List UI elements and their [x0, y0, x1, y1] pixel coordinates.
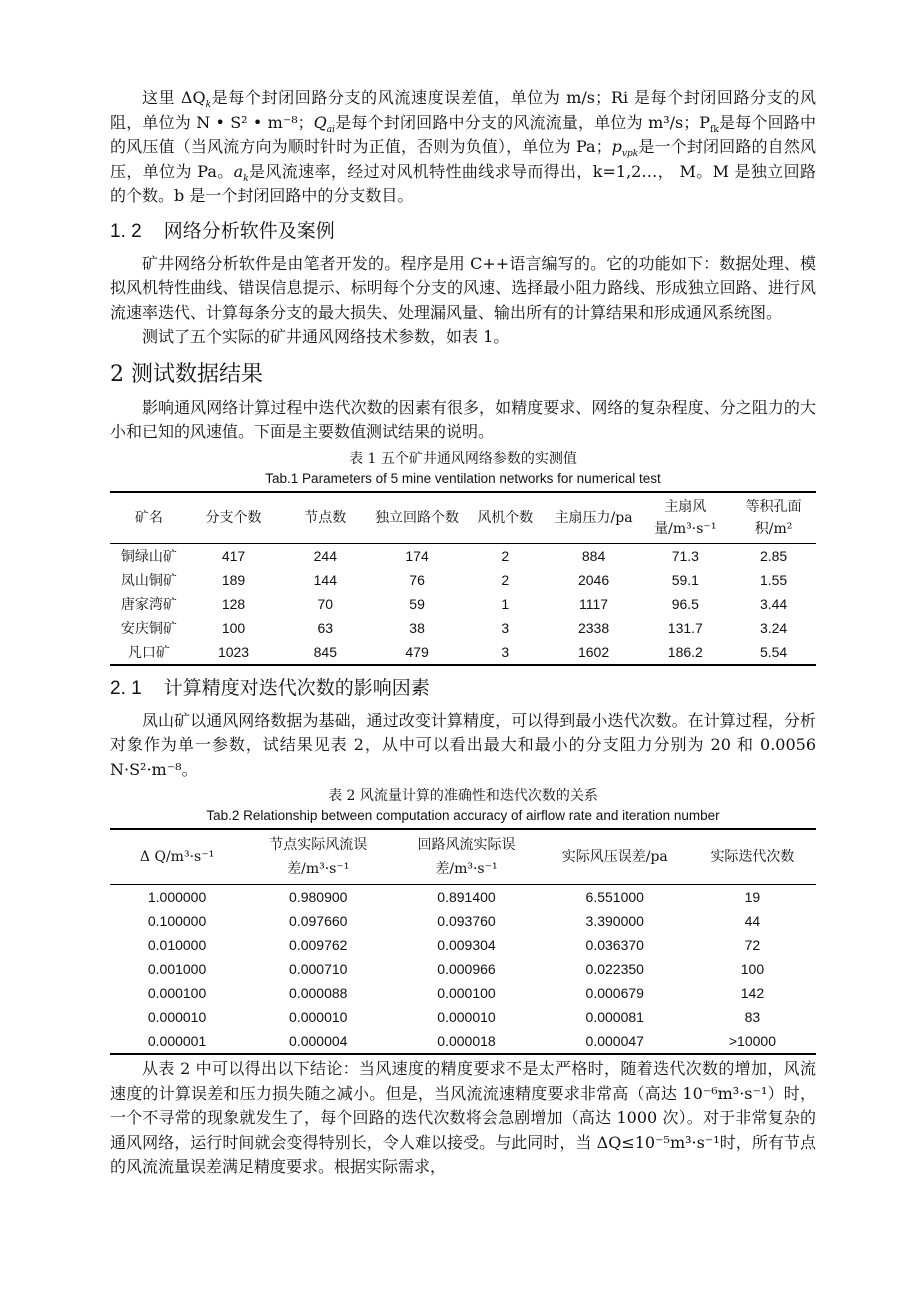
table-header-cell: 主扇压力/pa [554, 509, 633, 526]
table-cell: 凤山铜矿 [120, 572, 177, 589]
intro-text-6: 是风流速率，经过对风机特性曲线求导而得出，k=1,2…， M。M 是独立回路的个数。b 是一个封闭回路中的分支数目。 [110, 161, 816, 205]
table-cell: 0.000047 [585, 1033, 644, 1049]
table-cell: 0.022350 [585, 961, 644, 977]
table-cell: 0.000679 [585, 985, 644, 1001]
table-header-cell: 风机个数 [477, 509, 534, 526]
table-header-cell: 节点实际风流误差/m³·s⁻¹ [269, 837, 368, 877]
table-cell: 142 [740, 985, 765, 1001]
table-cell: 2.85 [759, 547, 788, 564]
table-header-cell: 独立回路个数 [375, 509, 460, 526]
table-cell: 1.000000 [147, 889, 207, 905]
table-cell: 76 [409, 571, 425, 588]
table-cell: >10000 [728, 1033, 776, 1049]
table-cell: 59.1 [671, 571, 699, 588]
table-row [110, 1005, 816, 1029]
table-cell: 1602 [577, 643, 610, 660]
table-row [110, 568, 816, 592]
table2 [110, 828, 816, 1055]
table-cell: 0.000010 [289, 1009, 348, 1025]
table-cell: 6.551000 [585, 889, 644, 905]
table-header-cell: 实际风压误差/pa [561, 849, 668, 865]
table1-caption-cn: 表 1 五个矿井通风网络参数的实测值 [349, 450, 577, 467]
table-cell: 174 [405, 547, 429, 564]
table-cell: 0.036370 [585, 937, 644, 953]
intro-text-4: 是每个回路中的风压值（当风流方向为顺时针时为正值，否则为负值），单位为 Pa； [110, 112, 816, 156]
table-cell: 70 [317, 595, 334, 612]
table-cell: 3.390000 [585, 913, 644, 929]
table-row [110, 957, 816, 981]
table-cell: 0.000010 [147, 1009, 207, 1025]
table-cell: 417 [221, 547, 246, 564]
table-cell: 0.000710 [289, 961, 348, 977]
table-row [110, 640, 816, 665]
table-cell: 59 [409, 595, 425, 612]
table-cell: 0.009762 [289, 937, 348, 953]
table-cell: 186.2 [667, 643, 703, 660]
table-cell: 0.009304 [437, 937, 496, 953]
table-row [110, 1029, 816, 1054]
table-cell: 0.000018 [437, 1033, 496, 1049]
table-row [110, 543, 816, 568]
intro-text-2: 是每个封闭回路分支的风流速度误差值，单位为 m/s；Ri 是每个封闭回路分支的风阻，单位为 N • S² • m⁻⁸； [110, 88, 816, 132]
accuracy-paragraph: 凤山矿以通风网络数据为基础，通过改变计算精度，可以得到最小迭代次数。在计算过程，分析对象作为单一参数，试结果见表 2，从中可以看出最大和最小的分支阻力分别为 20 和 0.0056 N·S²·m⁻⁸。 [110, 710, 816, 779]
table-cell: 0.000100 [437, 985, 496, 1001]
table-cell: 479 [405, 643, 429, 660]
section-title: 计算精度对迭代次数的影响因素 [163, 676, 430, 699]
table-cell: 铜绿山矿 [120, 548, 177, 565]
table-cell: 5.54 [759, 643, 788, 660]
table-cell: 71.3 [671, 547, 699, 564]
section-heading-2: 2 测试数据结果 [110, 361, 263, 387]
table-row [110, 592, 816, 616]
table-cell: 0.000088 [289, 985, 348, 1001]
section-heading-1-2 [110, 217, 816, 246]
table-header-cell: 矿名 [134, 509, 163, 526]
section-number: 1. 2 [110, 220, 142, 242]
table-cell: 1117 [579, 595, 609, 612]
table-cell: 0.000010 [437, 1009, 496, 1025]
table-row [110, 981, 816, 1005]
table-cell: 72 [744, 937, 761, 953]
table1-caption-en: Tab.1 Parameters of 5 mine ventilation networks for numerical test [265, 470, 661, 486]
table-cell: 0.001000 [147, 961, 207, 977]
table-cell: 0.000001 [147, 1033, 207, 1049]
intro-text-3: 是每个封闭回路中分支的风流流量，单位为 m³/s；P [335, 112, 711, 132]
table-cell: 19 [744, 889, 761, 905]
table-row [110, 885, 816, 910]
table2-caption-cn: 表 2 风流量计算的准确性和迭代次数的关系 [328, 788, 598, 804]
table-cell: 44 [744, 913, 761, 929]
table-cell: 0.010000 [147, 937, 207, 953]
conclusion-paragraph: 从表 2 中可以得出以下结论：当风速度的精度要求不是太严格时，随着迭代次数的增加，风流速度的计算误差和压力损失随之减小。但是，当风流流速精度要求非常高（高达 10⁻⁶m³·s⁻¹）时，一个不寻常的现象就发生了，每个回路的迭代次数将会急剧增加（高达 1000 次）。对于非常复杂的通风网络，运行时间就会变得特别长，令人难以接受。与此同时，当 ΔQ≤10⁻⁵m³·s⁻¹时，所有节点的风流流量误差满足精度要求。根据实际需求， [110, 1059, 816, 1176]
table-header-cell: 回路风流实际误差/m³·s⁻¹ [417, 837, 516, 877]
table-cell: 凡口矿 [127, 644, 170, 661]
table2-caption-en: Tab.2 Relationship between computation accuracy of airflow rate and iteration number [206, 808, 720, 823]
table-cell: 0.000004 [289, 1033, 348, 1049]
table-header-cell: 实际迭代次数 [710, 849, 795, 865]
table-cell: 100 [740, 961, 765, 977]
table-cell: 0.093760 [437, 913, 496, 929]
table-cell: 2338 [577, 619, 610, 636]
table-cell: 1.55 [759, 571, 788, 588]
table-cell: 0.891400 [437, 889, 496, 905]
table-header-cell: 等积孔面积/m² [745, 498, 802, 537]
table-header-cell: Δ Q/m³·s⁻¹ [139, 849, 215, 865]
section-number: 2. 1 [110, 677, 142, 699]
table-cell: 1023 [217, 643, 250, 660]
test-paragraph: 测试了五个实际的矿井通风网络技术参数，如表 1。 [142, 327, 510, 346]
table-row [110, 909, 816, 933]
table-cell: 63 [317, 619, 334, 636]
table-header-cell: 节点数 [304, 509, 347, 526]
table-cell: 安庆铜矿 [120, 620, 177, 637]
table-cell: 144 [313, 571, 337, 588]
intro-text-5: 是一个封闭回路的自然风压，单位为 Pa。 [110, 137, 816, 181]
table-cell: 189 [221, 571, 246, 588]
intro-paragraph: 这里 $\Delta Q_k$是每个封闭回路分支的风流速度误差值，单位为 m/s；Ri 是每个封闭回路分支的风阻，单位为 N • S² • m⁻⁸；$Q_{ai}$是每个封闭回路中分支的风流流量，单位为 m³/s；$P_{fk}$是每个回路中的风压值（当风流方向为顺时针时为正值，否则为负值），单位为 Pa；$p_{vpk}$是一个封闭回路的自然风压，单位为 Pa。$a_k$是风流速率，经过对风机特性曲线求导而得出，k=1,2…， M。M 是独立回路的个数。b 是一个封闭回路中的分支数目。 [110, 88, 816, 205]
table-cell: 0.000081 [585, 1009, 644, 1025]
document-page [110, 86, 816, 1180]
table-header-row [110, 492, 816, 544]
software-paragraph: 矿井网络分析软件是由笔者开发的。程序是用 C++语言编写的。它的功能如下：数据处理、模拟风机特性曲线、错误信息提示、标明每个分支的风速、选择最小阻力路线、形成独立回路、进行风流速率迭代、计算每条分支的最大损失、处理漏风量、输出所有的计算结果和形成通风系统图。 [110, 253, 816, 322]
table-cell: 100 [221, 619, 246, 636]
table-row [110, 616, 816, 640]
table1 [110, 491, 816, 666]
table-cell: 3 [501, 643, 510, 660]
table-cell: 3.44 [759, 595, 788, 612]
table-cell: 83 [744, 1009, 761, 1025]
table-cell: 2 [501, 571, 510, 588]
table-cell: 244 [313, 547, 337, 564]
table-cell: 2 [501, 547, 510, 564]
factors-paragraph: 影响通风网络计算过程中迭代次数的因素有很多，如精度要求、网络的复杂程度、分之阻力的大小和已知的风速值。下面是主要数值测试结果的说明。 [110, 397, 816, 441]
table-cell: 128 [221, 595, 246, 612]
table-header-cell: 主扇风量/m³·s⁻¹ [654, 498, 717, 537]
table-cell: 唐家湾矿 [120, 596, 177, 613]
table-header-cell: 分支个数 [205, 509, 262, 526]
table-header-row [110, 829, 816, 885]
intro-text-1: 这里 ΔQ [142, 88, 206, 107]
table-cell: 845 [313, 643, 337, 660]
table-cell: 1 [501, 595, 510, 612]
table-cell: 0.100000 [147, 913, 207, 929]
table-cell: 0.980900 [289, 889, 348, 905]
table-cell: 96.5 [671, 595, 699, 612]
table-cell: 0.000966 [437, 961, 496, 977]
table-cell: 0.000100 [147, 985, 207, 1001]
table-cell: 2046 [577, 571, 610, 588]
section-heading-2-1 [110, 674, 816, 703]
table-cell: 3 [501, 619, 510, 636]
table-cell: 38 [409, 619, 425, 636]
table-cell: 131.7 [667, 619, 703, 636]
table-cell: 0.097660 [289, 913, 348, 929]
table-row [110, 933, 816, 957]
table-cell: 3.24 [759, 619, 788, 636]
section-title: 网络分析软件及案例 [163, 219, 335, 242]
table-cell: 884 [581, 547, 606, 564]
